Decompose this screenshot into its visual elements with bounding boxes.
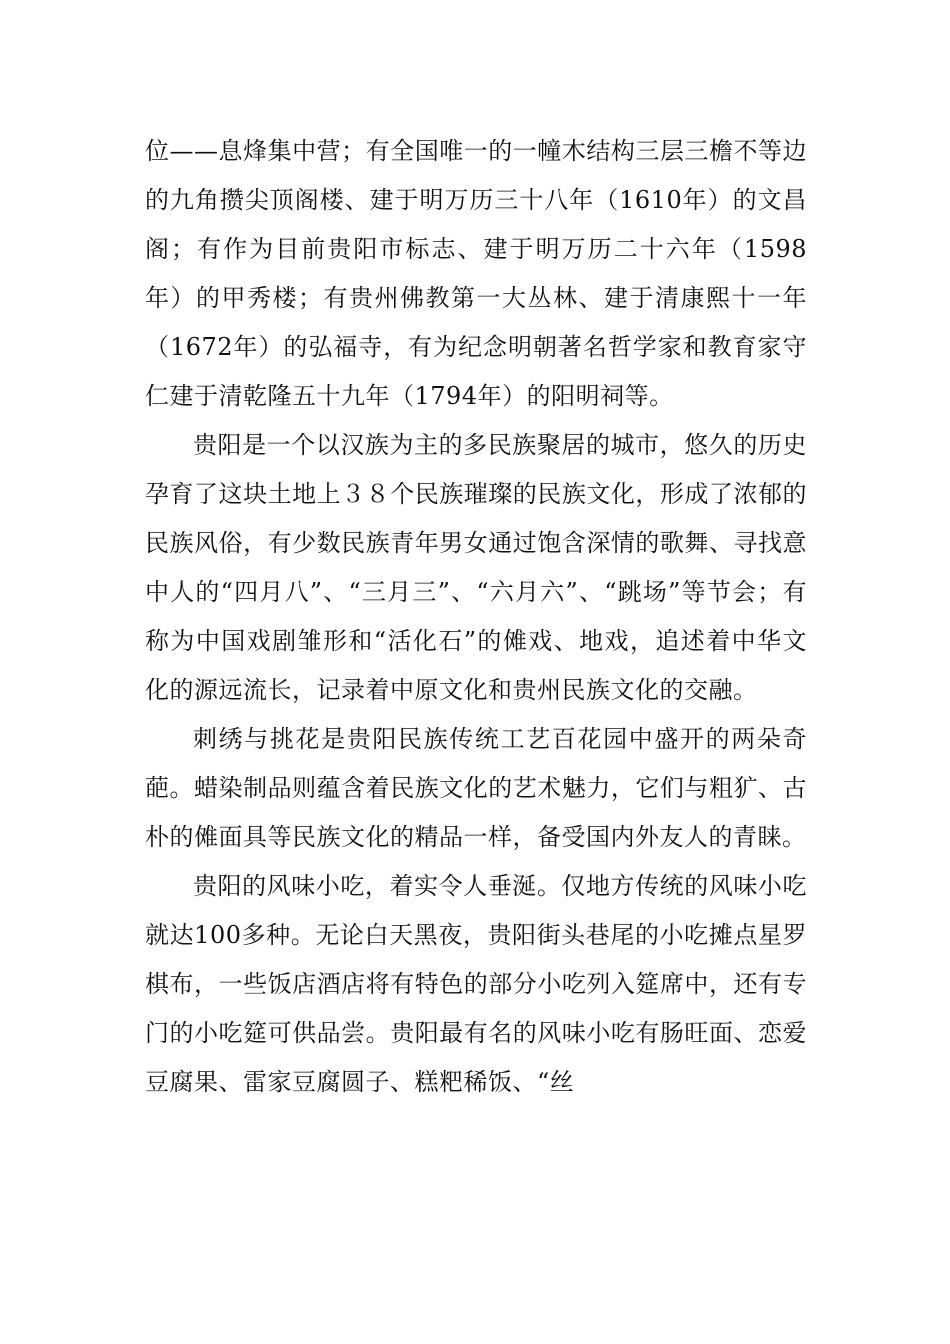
paragraph-3: 刺绣与挑花是贵阳民族传统工艺百花园中盛开的两朵奇葩。蜡染制品则蕴含着民族文化的艺术魅力，它们与粗犷、古朴的傩面具等民族文化的精品一样，备受国内外友人的青睐。 bbox=[145, 725, 807, 851]
paragraph-1: 位——息烽集中营；有全国唯一的一幢木结构三层三檐不等边的九角攒尖顶阁楼、建于明万历三十八年（1610年）的文昌阁；有作为目前贵阳市标志、建于明万历二十六年（1598年）的甲秀楼；有贵州佛教第一大丛林、建于清康熙十一年（1672年）的弘福寺，有为纪念明朝著名哲学家和教育家守仁建于清乾隆五十九年（1794年）的阳明祠等。 bbox=[145, 137, 807, 410]
paragraph-4: 贵阳的风味小吃，着实令人垂涎。仅地方传统的风味小吃就达100多种。无论白天黑夜，贵阳街头巷尾的小吃摊点星罗棋布，一些饭店酒店将有特色的部分小吃列入筵席中，还有专门的小吃筵可供品尝。贵阳最有名的风味小吃有肠旺面、恋爱豆腐果、雷家豆腐圆子、糕粑稀饭、“丝 bbox=[145, 872, 807, 1096]
paragraph-2: 贵阳是一个以汉族为主的多民族聚居的城市，悠久的历史孕育了这块土地上３８个民族璀璨的民族文化，形成了浓郁的民族风俗，有少数民族青年男女通过饱含深情的歌舞、寻找意中人的“四月八”、“三月三”、“六月六”、“跳场”等节会；有称为中国戏剧雏形和“活化石”的傩戏、地戏，追述着中华文化的源远流长，记录着中原文化和贵州民族文化的交融。 bbox=[145, 431, 807, 704]
body-text bbox=[145, 127, 807, 1107]
